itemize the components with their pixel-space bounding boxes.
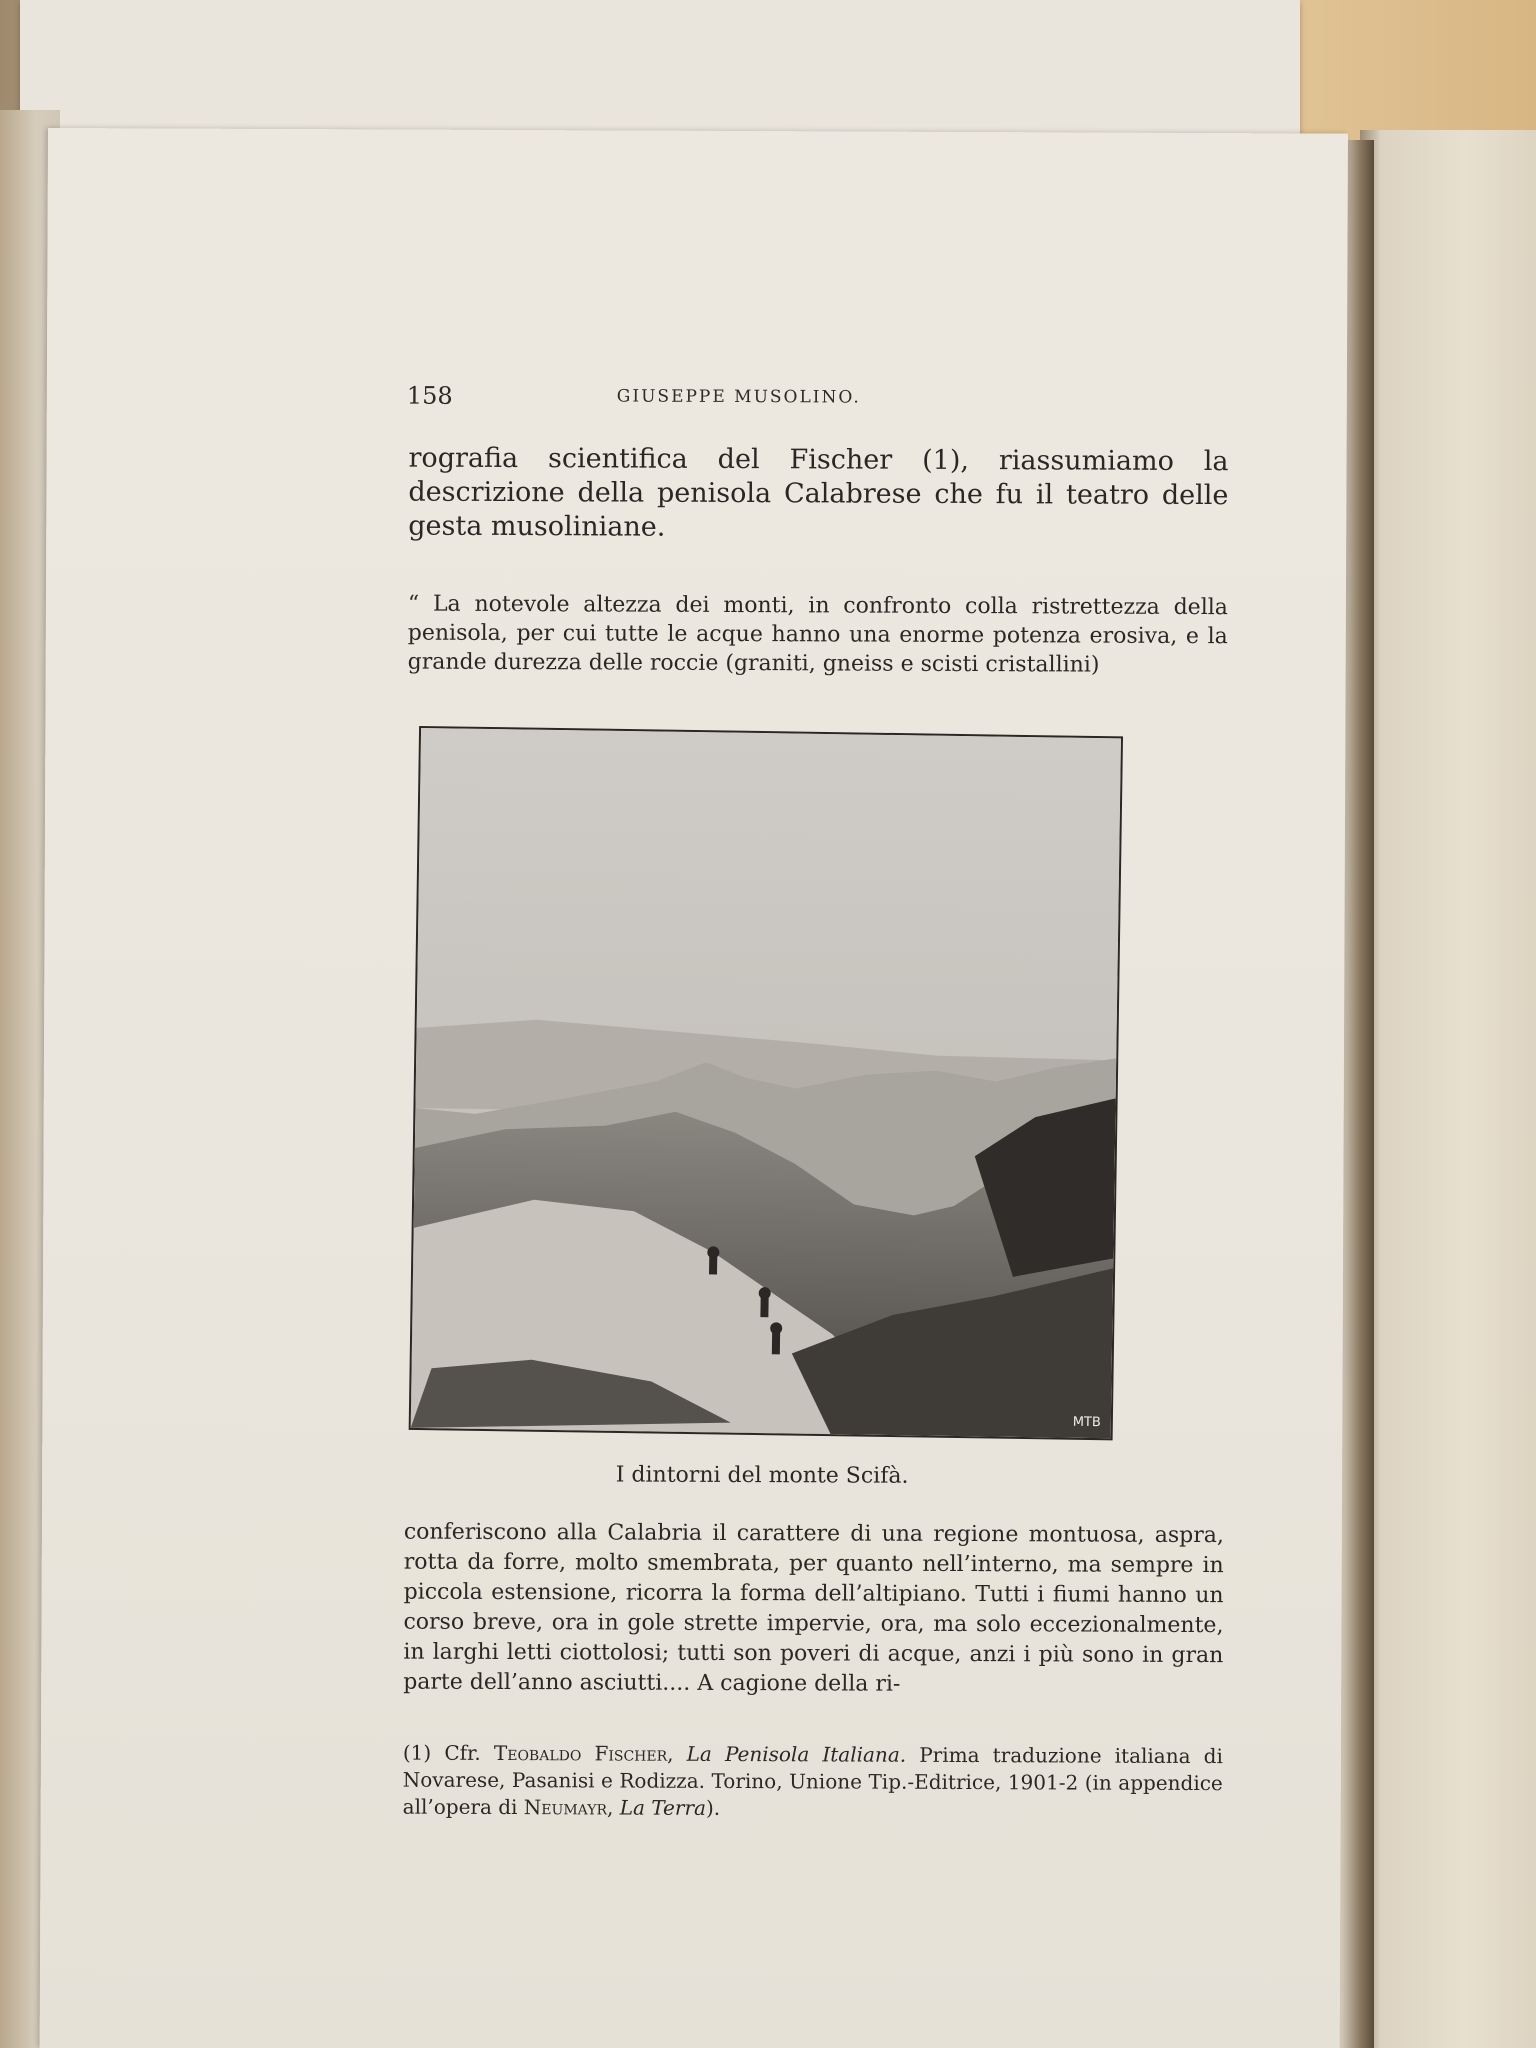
- footnote: (1) Cfr. Teobaldo Fischer, La Penisola Italiana. Prima traduzione italiana di Novarese, Pasanisi e Rodizza. Torino, Unione Tip.-Editrice, 1901-2 (in appendice all’opera di Neumayr, La Terra).: [402, 1740, 1223, 1820]
- running-head: [407, 382, 947, 424]
- page-number: 158: [406, 381, 453, 410]
- footnote-ref-author: Neumayr: [523, 1795, 608, 1820]
- continuation-paragraph: conferiscono alla Calabria il carattere di una regione montuosa, aspra, rotta da forre, molto smembrata, per quanto nell’interno, ma sempre in piccola estensione, ricorra la forma dell’altipiano. Tutti i fiumi hanno un corso breve, ora in gole strette impervie, ora, ma solo eccezionalmente, in larghi letti ciottolosi; tutti son poveri di acque, anzi i più sono in gran parte dell’anno asciutti.... A cagione della ri-: [403, 1519, 1224, 1697]
- book-page: [40, 128, 1348, 2048]
- footnote-marker: (1) Cfr.: [402, 1740, 481, 1765]
- quote-paragraph: “ La notevole altezza dei monti, in confronto colla ristrettezza della penisola, per cui tutte le acque hanno una enorme potenza erosiva, e la grande durezza delle roccie (graniti, gneiss e scisti cristallini): [407, 591, 1228, 678]
- facing-page: [1360, 130, 1536, 2048]
- running-title: GIUSEPPE MUSOLINO.: [616, 386, 861, 408]
- landscape-illustration: [411, 728, 1121, 1438]
- footnote-ref-title: La Terra: [619, 1795, 707, 1820]
- footnote-author: Teobaldo Fischer: [493, 1740, 668, 1766]
- footnote-book-title: La Penisola Italiana.: [686, 1741, 907, 1767]
- footnote-text: Prima traduzione italiana di Novarese, Pasanisi e Rodizza. Torino, Unione Tip.-Editrice, 1901-2 (in appendice all’opera di: [402, 1742, 1223, 1820]
- landscape-photo: [409, 726, 1123, 1440]
- underlying-sheet: [20, 0, 1300, 150]
- lead-paragraph: rografia scientifica del Fischer (1), riassumiamo la descrizione della penisola Calabrese che fu il teatro delle gesta musoliniane.: [408, 442, 1229, 543]
- photo-caption: I dintorni del monte Scifà.: [615, 1462, 909, 1489]
- photo-signature: MTB: [1072, 1414, 1101, 1431]
